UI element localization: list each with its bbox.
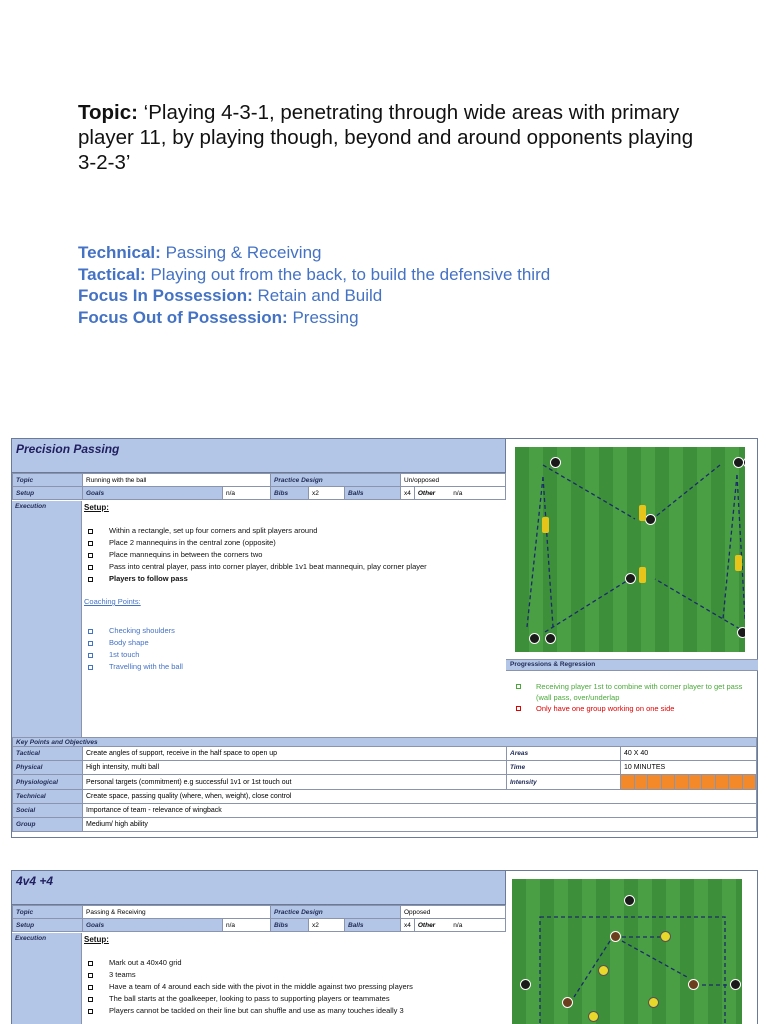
key-points-table [12,737,757,832]
pitch-diagram [512,879,742,1024]
player-marker [625,573,636,584]
session-title: Precision Passing [16,442,120,456]
row-label: Social [13,804,83,818]
checkbox-icon [88,653,93,658]
checkbox-icon [88,985,93,990]
coaching-points-heading: Coaching Points: [84,597,141,606]
technical-label: Technical: [78,243,161,262]
list-item: Players to follow pass [88,573,427,585]
execution-label: Execution [12,501,82,737]
list-item: Pass into central player, pass into corner player, dribble 1v1 beat mannequin, play corner player [88,561,427,573]
player-marker [520,979,531,990]
topic-heading [78,100,698,175]
checkbox-icon [516,684,521,689]
topic-cell-value: Running with the ball [83,474,271,487]
practice-design-value: Un/opposed [401,474,506,487]
key-points-label: Key Points and Objectives [13,738,757,747]
row-label: Group [13,818,83,832]
areas-value: 40 X 40 [621,747,757,761]
balls-label: Balls [345,487,401,500]
session-meta-table [12,905,506,932]
bibs-label: Bibs [271,919,309,932]
session-meta-table [12,473,506,500]
list-item: Have a team of 4 around each side with the pivot in the middle against two pressing players [88,981,413,993]
player-marker [648,997,659,1008]
other-value: n/a [453,489,463,497]
list-item: Players cannot be tackled on their line but can shuffle and use as many touches ideally 3 [88,1005,413,1017]
goals-label: Goals [83,919,223,932]
setup-cell-label: Setup [13,487,83,500]
time-label: Time [507,761,621,775]
intensity-label: Intensity [507,775,621,790]
execution-body [82,933,506,1024]
execution-label: Execution [12,933,82,1024]
player-marker [688,979,699,990]
row-label: Tactical [13,747,83,761]
checkbox-icon [88,961,93,966]
checkbox-icon [88,973,93,978]
player-marker [598,965,609,976]
setup-list [88,525,427,585]
row-label: Physical [13,761,83,775]
session-title: 4v4 +4 [16,874,54,888]
coaching-points-list [88,625,183,673]
row-value: Medium/ high ability [83,818,757,832]
checkbox-icon [88,553,93,558]
topic-cell-label: Topic [13,906,83,919]
list-item: 3 teams [88,969,413,981]
pitch-diagram [515,447,745,652]
list-item: Only have one group working on one side [516,703,754,714]
areas-label: Areas [507,747,621,761]
list-item: Checking shoulders [88,625,183,637]
setup-cell-label: Setup [13,919,83,932]
table-row [13,747,757,761]
goals-value: n/a [223,919,271,932]
out-possession-value: Pressing [292,307,359,327]
table-row [13,775,757,790]
checkbox-icon [88,641,93,646]
list-item: 1st touch [88,649,183,661]
player-marker [624,895,635,906]
checkbox-icon [88,577,93,582]
bibs-label: Bibs [271,487,309,500]
in-possession-value: Retain and Build [257,286,383,305]
player-marker [730,979,741,990]
balls-label: Balls [345,919,401,932]
mannequin-icon [639,567,646,583]
player-marker [550,457,561,468]
goals-value: n/a [223,487,271,500]
player-marker [737,627,745,638]
bibs-value: x2 [309,919,345,932]
list-item: The ball starts at the goalkeeper, looking to pass to supporting players or teammates [88,993,413,1005]
row-value: Create angles of support, receive in the half space to open up [83,747,507,761]
practice-design-value: Opposed [401,906,506,919]
checkbox-icon [516,706,521,711]
row-value: Create space, passing quality (where, when, weight), close control [83,790,757,804]
table-row [13,790,757,804]
topic-text: ‘Playing 4-3-1, penetrating through wide areas with primary player 11, by playing though, beyond and around opponents playing 3-2-3’ [78,101,694,174]
table-row [13,804,757,818]
tactical-label: Tactical: [78,264,146,284]
list-item: Travelling with the ball [88,661,183,673]
checkbox-icon [88,629,93,634]
list-item: Receiving player 1st to combine with corner player to get pass (wall pass, over/underlap [516,681,754,703]
player-marker [562,997,573,1008]
balls-value: x4 [401,487,415,500]
practice-design-label: Practice Design [271,474,401,487]
session-title-bar [12,871,506,905]
bibs-value: x2 [309,487,345,500]
checkbox-icon [88,541,93,546]
topic-cell-label: Topic [13,474,83,487]
list-item: Mark out a 40x40 grid [88,957,413,969]
progressions-panel [506,659,758,714]
out-possession-label: Focus Out of Possession: [78,307,288,327]
progressions-label: Progressions & Regression [506,659,758,671]
pitch-drill-lines [515,447,745,652]
checkbox-icon [88,529,93,534]
table-row [13,761,757,775]
topic-label: Topic: [78,101,138,124]
checkbox-icon [88,1009,93,1014]
mannequin-icon [735,555,742,571]
checkbox-icon [88,565,93,570]
mannequin-icon [639,505,646,521]
goals-label: Goals [83,487,223,500]
other-cell [414,919,505,932]
topic-cell-value: Passing & Receiving [83,906,271,919]
progressions-list [506,671,758,714]
player-marker [610,931,621,942]
list-item: Within a rectangle, set up four corners and split players around [88,525,427,537]
list-item: Body shape [88,637,183,649]
session-title-bar [12,439,506,473]
player-marker [645,514,656,525]
intensity-bar [621,775,757,790]
setup-list [88,957,413,1017]
technical-value: Passing & Receiving [165,243,322,262]
in-possession-label: Focus In Possession: [78,286,253,305]
checkbox-icon [88,665,93,670]
other-value: n/a [453,921,463,929]
table-row [13,818,757,832]
balls-value: x4 [401,919,415,932]
player-marker [529,633,540,644]
setup-heading: Setup: [84,935,109,944]
row-value: High intensity, multi ball [83,761,507,775]
player-marker [545,633,556,644]
focus-block [78,242,550,328]
list-item: Place 2 mannequins in the central zone (opposite) [88,537,427,549]
other-label: Other [417,921,436,929]
player-marker [588,1011,599,1022]
session-card-precision-passing [11,438,758,838]
setup-heading: Setup: [84,503,109,512]
time-value: 10 MINUTES [621,761,757,775]
tactical-value: Playing out from the back, to build the defensive third [150,264,551,284]
execution-body [82,501,506,737]
checkbox-icon [88,997,93,1002]
other-cell [414,487,505,500]
list-item: Place mannequins in between the corners two [88,549,427,561]
row-value: Importance of team - relevance of wingback [83,804,757,818]
player-marker [660,931,671,942]
other-label: Other [417,489,436,497]
practice-design-label: Practice Design [271,906,401,919]
row-label: Physiological [13,775,83,790]
row-value: Personal targets (commitment) e.g successful 1v1 or 1st touch out [83,775,507,790]
session-card-4v4 [11,870,758,1024]
mannequin-icon [542,517,549,533]
row-label: Technical [13,790,83,804]
